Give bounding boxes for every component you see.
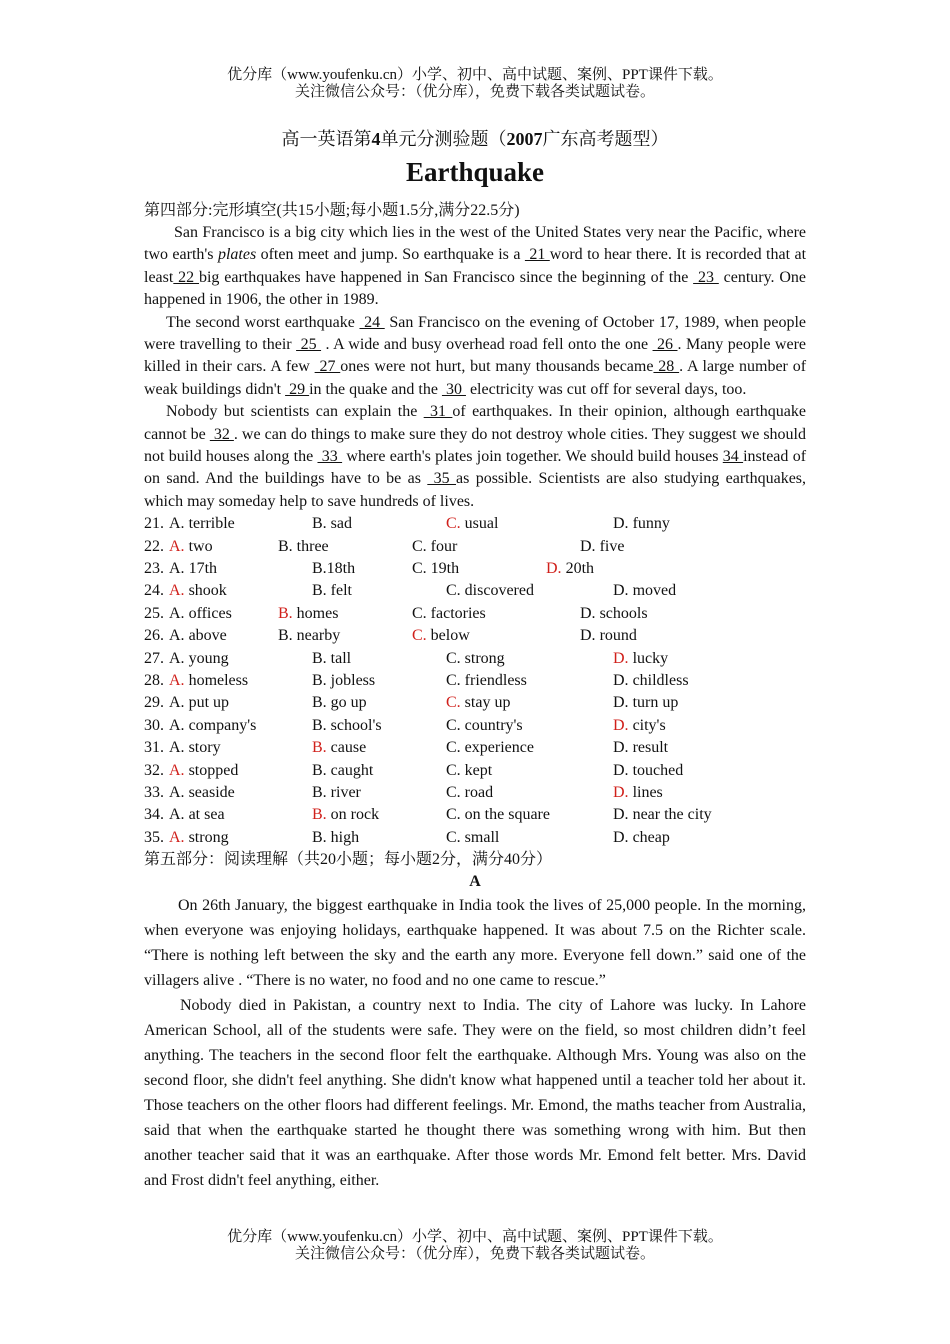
option-text: 17th	[184, 560, 218, 578]
answer-letter: A.	[169, 828, 185, 846]
option-text: usual	[460, 515, 499, 533]
text: century. One happened in 1906, the other in 1989.	[144, 268, 807, 309]
option-text: 20th	[561, 560, 595, 578]
reading-paragraph-2: Nobody died in Pakistan, a country next to India. The city of Lahore was lucky. In Lahore American School, all of the students were safe. They were on the field, so most children didn’t feel anything. The teachers in the second floor felt the earthquake. Although Mrs. Young was also on the second floor, she didn't feel anything. She didn't know what happened until a teacher told her about it. Those teachers on the other floors had different feelings. Mr. Emond, the maths teacher from Australia, said that when the earthquake started he thought there was something wrong with him. But then another teacher said that it was an earthquake. After those words Mr. Emond felt better. Mrs. David and Frost didn't feel anything, either.	[144, 997, 806, 1190]
footer-line-2: 关注微信公众号：（优分库），免费下载各类试题试卷。	[294, 1246, 655, 1262]
option-c	[446, 737, 534, 759]
option-d	[613, 670, 689, 692]
option-d	[580, 603, 648, 625]
question-number: 34.	[144, 806, 164, 824]
question-number: 28.	[144, 672, 164, 690]
answer-letter: A.	[169, 672, 185, 690]
option-text: kept	[460, 761, 493, 779]
blank-32: 32	[209, 425, 234, 443]
option-letter: D.	[580, 604, 596, 622]
option-a	[169, 827, 229, 849]
option-b	[312, 804, 379, 826]
italic-word: plates	[217, 246, 257, 264]
option-a	[169, 760, 238, 782]
blank-29: 29	[285, 380, 310, 398]
title-unit-number: 4	[371, 129, 381, 149]
option-letter: A.	[169, 560, 185, 578]
option-letter: D.	[613, 515, 629, 533]
question-row	[144, 670, 806, 692]
title-part: 广东高考题型）	[542, 129, 669, 149]
option-b	[312, 737, 366, 759]
option-letter: C.	[446, 582, 461, 600]
blank-22: 22	[173, 268, 199, 286]
blank-21: 21	[524, 246, 550, 264]
option-a	[169, 692, 229, 714]
option-text: felt	[326, 582, 352, 600]
header-line-1: 优分库（www.youfenku.cn）小学、初中、高中试题、案例、PPT课件下载。	[227, 67, 723, 83]
option-c	[446, 513, 498, 535]
option-text: 19th	[426, 560, 460, 578]
option-a	[169, 513, 235, 535]
question-row	[144, 737, 806, 759]
option-b	[312, 692, 367, 714]
option-letter: C.	[446, 672, 461, 690]
option-b	[312, 513, 352, 535]
option-letter: C.	[446, 739, 461, 757]
question-row	[144, 827, 806, 849]
option-c	[446, 692, 510, 714]
option-text: go up	[326, 694, 367, 712]
option-text: city's	[628, 716, 666, 734]
option-d	[613, 715, 666, 737]
option-a	[169, 737, 221, 759]
question-row	[144, 692, 806, 714]
text: of earthquakes. In their opinion, although earthquake cannot be	[144, 403, 806, 443]
question-number: 26.	[144, 627, 164, 645]
section4-heading: 第四部分:完形填空(共15小题;每小题1.5分,满分22.5分)	[144, 202, 520, 219]
option-text: young	[184, 649, 229, 667]
option-text: strong	[184, 828, 229, 846]
option-text: five	[595, 537, 625, 555]
text: . we can do things to make sure they do not destroy whole cities. They suggest we should not build houses along the	[144, 425, 806, 466]
option-a	[169, 558, 217, 580]
option-text: homes	[292, 604, 339, 622]
option-text: tall	[326, 649, 352, 667]
option-d	[580, 625, 637, 647]
blank-24: 24	[359, 313, 385, 331]
option-letter: D.	[613, 828, 629, 846]
option-text: stopped	[184, 761, 239, 779]
text: big earthquakes have happened in San Francisco since the beginning of the	[198, 268, 694, 286]
option-letter: B.	[312, 582, 327, 600]
option-text: four	[426, 537, 458, 555]
option-text: schools	[595, 604, 648, 622]
text: electricity was cut off for several days, too.	[465, 380, 747, 398]
question-number: 21.	[144, 515, 164, 533]
page-header	[0, 67, 950, 101]
answer-letter: B.	[312, 806, 327, 824]
option-d	[580, 536, 624, 558]
option-text: touched	[628, 761, 684, 779]
option-letter: B.	[312, 649, 327, 667]
option-text: discovered	[460, 582, 534, 600]
option-text: river	[326, 783, 361, 801]
option-text: road	[460, 783, 494, 801]
option-text: strong	[460, 649, 505, 667]
option-letter: A.	[169, 783, 185, 801]
answer-letter: D.	[613, 649, 629, 667]
option-d	[613, 692, 678, 714]
exam-title	[0, 125, 950, 151]
option-a	[169, 580, 227, 602]
text: as possible. Scientists are also studying earthquakes, which may someday help to save hundreds of lives.	[144, 470, 807, 510]
content	[144, 200, 806, 1193]
option-text: turn up	[628, 694, 679, 712]
option-text: caught	[326, 761, 374, 779]
option-text: friendless	[460, 672, 527, 690]
text: The second worst earthquake	[166, 313, 360, 331]
option-b	[312, 670, 375, 692]
text: often meet and jump. So earthquake is a	[256, 246, 525, 264]
answer-letter: B.	[312, 739, 327, 757]
answer-letter: C.	[446, 515, 461, 533]
option-letter: D.	[580, 627, 596, 645]
title-year: 2007	[506, 129, 543, 149]
option-letter: C.	[446, 716, 461, 734]
option-text: nearby	[292, 627, 341, 645]
option-d	[546, 558, 594, 580]
question-number: 31.	[144, 739, 164, 757]
option-text: factories	[426, 604, 486, 622]
option-text: on rock	[326, 806, 380, 824]
option-text: on the square	[460, 806, 550, 824]
option-letter: C.	[446, 649, 461, 667]
text: word to hear there. It is recorded that at least	[144, 246, 807, 286]
option-a	[169, 670, 248, 692]
text: . Many people were killed in their cars. A few	[144, 336, 807, 376]
question-row	[144, 536, 806, 558]
option-text: seaside	[184, 783, 235, 801]
option-text: above	[184, 627, 227, 645]
option-letter: C.	[412, 560, 427, 578]
option-b	[278, 603, 338, 625]
option-b	[278, 536, 329, 558]
option-letter: B.	[312, 694, 327, 712]
option-text: funny	[628, 515, 670, 533]
cloze-paragraph-3	[144, 401, 806, 513]
answer-letter: D.	[613, 783, 629, 801]
option-text: cause	[326, 739, 367, 757]
option-letter: B.	[278, 537, 293, 555]
option-c	[412, 603, 486, 625]
main-title: Earthquake	[405, 157, 545, 187]
option-text: two	[184, 537, 213, 555]
option-text: story	[184, 739, 221, 757]
option-letter: B.	[312, 761, 327, 779]
blank-23: 23	[693, 268, 719, 286]
option-letter: D.	[613, 582, 629, 600]
question-number: 25.	[144, 604, 164, 622]
option-text: below	[426, 627, 470, 645]
option-letter: A.	[169, 806, 185, 824]
option-c	[412, 625, 470, 647]
option-c	[446, 670, 527, 692]
answer-letter: A.	[169, 761, 185, 779]
blank-33: 33	[317, 448, 343, 466]
question-number: 30.	[144, 716, 164, 734]
option-text: terrible	[184, 515, 235, 533]
option-text: at sea	[184, 806, 225, 824]
option-b	[312, 782, 361, 804]
option-c	[446, 580, 534, 602]
text: . A large number of weak buildings didn't	[144, 358, 807, 398]
reading-passage	[144, 893, 806, 1193]
option-c	[446, 827, 499, 849]
text: San Francisco on the evening of October 17, 1989, when people were travelling to their	[144, 313, 807, 354]
option-a	[169, 625, 227, 647]
footer-line-1: 优分库（www.youfenku.cn）小学、初中、高中试题、案例、PPT课件下载。	[227, 1229, 723, 1245]
option-text: jobless	[326, 672, 376, 690]
option-a	[169, 782, 235, 804]
option-text: stay up	[460, 694, 511, 712]
option-d	[613, 648, 668, 670]
option-d	[613, 737, 668, 759]
answer-letter: C.	[446, 694, 461, 712]
question-number: 23.	[144, 560, 164, 578]
option-letter: D.	[613, 739, 629, 757]
option-a	[169, 648, 229, 670]
question-row	[144, 513, 806, 535]
option-b	[312, 558, 355, 580]
option-text: homeless	[184, 672, 249, 690]
option-text: small	[460, 828, 500, 846]
option-d	[613, 580, 676, 602]
option-b	[312, 715, 382, 737]
option-letter: A.	[169, 604, 185, 622]
option-letter: C.	[446, 761, 461, 779]
question-row	[144, 625, 806, 647]
text: San Francisco is a big city which lies in the west of the United States very near the Pacific, where two earth's	[144, 224, 806, 264]
question-number: 27.	[144, 649, 164, 667]
question-number: 29.	[144, 694, 164, 712]
option-text: offices	[184, 604, 232, 622]
option-letter: A.	[169, 739, 185, 757]
option-letter: D.	[613, 761, 629, 779]
question-number: 33.	[144, 783, 164, 801]
cloze-passage	[144, 222, 806, 513]
question-row	[144, 804, 806, 826]
option-d	[613, 804, 712, 826]
title-part: 单元分测验题（	[380, 129, 507, 149]
option-letter: B.	[312, 783, 327, 801]
option-a	[169, 804, 225, 826]
text: instead of on sand. And the buildings have to be as	[144, 448, 807, 488]
text: where earth's plates join together. We should build houses	[342, 448, 723, 466]
option-letter: A.	[169, 627, 185, 645]
option-letter: A.	[169, 515, 185, 533]
option-b	[312, 760, 373, 782]
answer-letter: D.	[546, 560, 562, 578]
option-text: near the city	[628, 806, 712, 824]
option-letter: B.	[312, 515, 327, 533]
blank-30: 30	[441, 380, 466, 398]
option-d	[613, 513, 670, 535]
option-letter: B.	[312, 828, 327, 846]
blank-26: 26	[652, 336, 678, 354]
answer-letter: D.	[613, 716, 629, 734]
cloze-paragraph-1	[144, 222, 806, 312]
option-letter: A.	[169, 716, 185, 734]
answer-letter: C.	[412, 627, 427, 645]
question-row	[144, 715, 806, 737]
option-text: cheap	[628, 828, 670, 846]
blank-25: 25	[296, 336, 322, 354]
title-part: 高一英语第	[281, 129, 372, 149]
option-text: result	[628, 739, 669, 757]
option-letter: C.	[412, 604, 427, 622]
option-c	[446, 715, 523, 737]
header-line-2: 关注微信公众号：（优分库），免费下载各类试题试卷。	[294, 84, 655, 100]
option-letter: B.	[312, 560, 327, 578]
blank-27: 27	[314, 358, 341, 376]
option-b	[312, 827, 359, 849]
option-d	[613, 782, 663, 804]
option-d	[613, 760, 683, 782]
option-letter: D.	[580, 537, 596, 555]
option-c	[446, 760, 492, 782]
option-letter: D.	[613, 672, 629, 690]
option-text: lucky	[628, 649, 669, 667]
option-c	[412, 558, 459, 580]
question-row	[144, 558, 806, 580]
option-c	[446, 804, 550, 826]
question-row	[144, 648, 806, 670]
answer-letter: A.	[169, 582, 185, 600]
option-d	[613, 827, 670, 849]
text: in the quake and the	[309, 380, 442, 398]
option-text: sad	[326, 515, 352, 533]
question-number: 24.	[144, 582, 164, 600]
option-b	[312, 648, 351, 670]
option-c	[446, 648, 505, 670]
option-letter: C.	[412, 537, 427, 555]
option-text: 18th	[326, 560, 356, 578]
option-text: high	[326, 828, 360, 846]
option-letter: A.	[169, 649, 185, 667]
question-number: 32.	[144, 761, 164, 779]
option-text: company's	[184, 716, 257, 734]
option-a	[169, 715, 256, 737]
text: . A wide and busy overhead road fell onto the one	[321, 336, 653, 354]
page-footer	[0, 1229, 950, 1263]
question-number: 22.	[144, 537, 164, 555]
option-letter: B.	[312, 672, 327, 690]
option-b	[278, 625, 340, 647]
blank-28: 28	[653, 358, 680, 376]
option-text: childless	[628, 672, 689, 690]
option-text: school's	[326, 716, 382, 734]
blank-34: 34	[722, 448, 744, 466]
answer-letter: A.	[169, 537, 185, 555]
text: Nobody but scientists can explain the	[166, 403, 424, 421]
options-list	[144, 513, 806, 849]
option-c	[446, 782, 493, 804]
answer-letter: B.	[278, 604, 293, 622]
question-row	[144, 782, 806, 804]
reading-paragraph-1: On 26th January, the biggest earthquake in India took the lives of 25,000 people. In the morning, when everyone was enjoying holidays, earthquake happened. It was about 7.5 on the Richter scale. “There is nothing left between the sky and the earth any more. Everyone fell down.” said one of the villagers alive . “There is no water, no food and no one came to rescue.”	[144, 897, 806, 990]
question-row	[144, 760, 806, 782]
option-text: shook	[184, 582, 227, 600]
blank-35: 35	[427, 470, 457, 488]
option-letter: D.	[613, 694, 629, 712]
option-text: moved	[628, 582, 677, 600]
blank-31: 31	[423, 403, 453, 421]
question-number: 35.	[144, 828, 164, 846]
option-letter: A.	[169, 694, 185, 712]
option-c	[412, 536, 457, 558]
question-row	[144, 580, 806, 602]
reading-part-label: A	[469, 873, 481, 891]
option-letter: C.	[446, 783, 461, 801]
option-text: lines	[628, 783, 663, 801]
option-text: experience	[460, 739, 534, 757]
option-letter: C.	[446, 828, 461, 846]
option-text: country's	[460, 716, 523, 734]
text: ones were not hurt, but many thousands became	[340, 358, 654, 376]
option-letter: B.	[278, 627, 293, 645]
option-letter: C.	[446, 806, 461, 824]
option-a	[169, 536, 213, 558]
option-letter: B.	[312, 716, 327, 734]
option-b	[312, 580, 352, 602]
option-letter: D.	[613, 806, 629, 824]
cloze-paragraph-2	[144, 312, 806, 402]
option-a	[169, 603, 232, 625]
question-row	[144, 603, 806, 625]
option-text: put up	[184, 694, 230, 712]
option-text: round	[595, 627, 637, 645]
section5-heading: 第五部分：阅读理解（共20小题；每小题2分，满分40分）	[144, 851, 553, 869]
option-text: three	[292, 537, 329, 555]
